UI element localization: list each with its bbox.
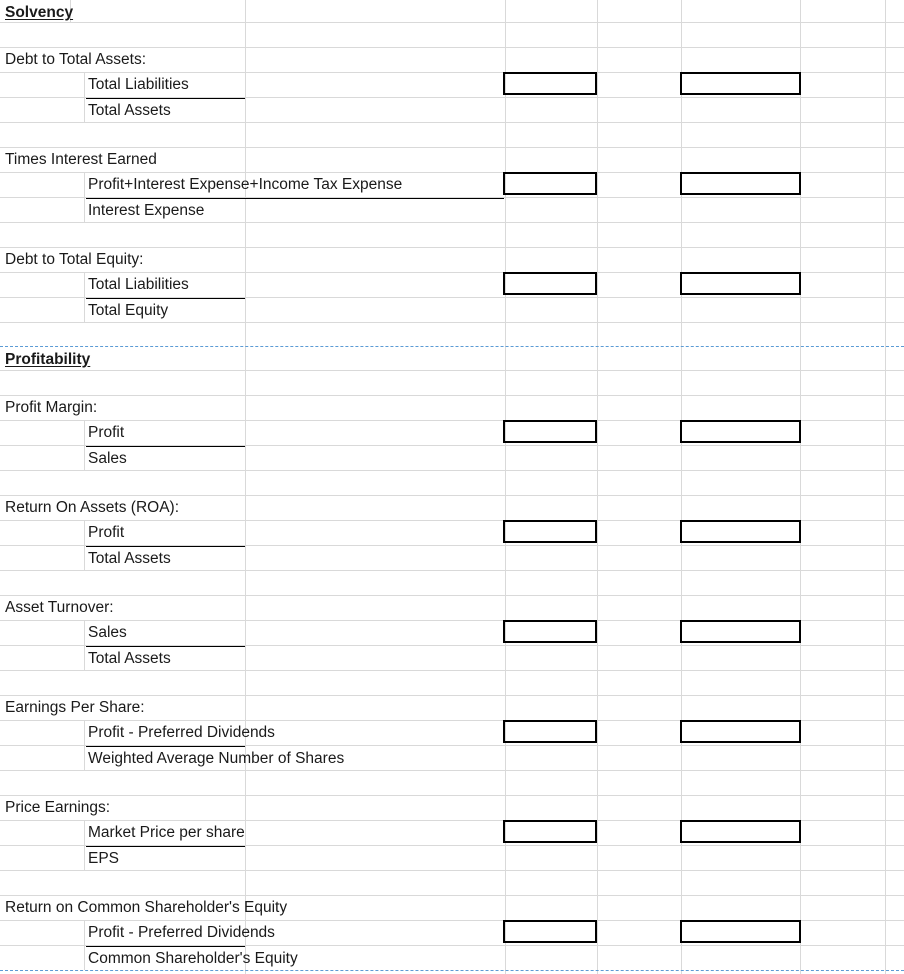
ratio-denominator: Total Assets (88, 650, 171, 667)
section-title-solvency: Solvency (5, 4, 74, 21)
gridline (0, 595, 904, 596)
gridline (84, 72, 85, 122)
ratio-denominator: Total Equity (88, 302, 169, 319)
gridline (885, 0, 886, 974)
answer-cell-year1[interactable] (503, 720, 597, 743)
ratio-numerator: Profit - Preferred Dividends (88, 924, 275, 941)
ratio-label: Asset Turnover: (5, 599, 114, 616)
ratio-label: Profit Margin: (5, 399, 98, 416)
ratio-denominator: Sales (88, 450, 127, 467)
answer-cell-year1[interactable] (503, 272, 597, 295)
ratio-numerator: Sales (88, 624, 127, 641)
answer-cell-year1[interactable] (503, 920, 597, 943)
gridline (0, 470, 904, 471)
ratio-numerator: Market Price per share (88, 824, 245, 841)
gridline (84, 620, 85, 670)
gridline (0, 870, 904, 871)
ratio-label: Debt to Total Equity: (5, 251, 144, 268)
answer-cell-year2[interactable] (680, 620, 801, 643)
gridline (84, 820, 85, 870)
ratio-numerator: Profit - Preferred Dividends (88, 724, 275, 741)
answer-cell-year2[interactable] (680, 920, 801, 943)
ratio-label: Times Interest Earned (5, 151, 157, 168)
page-break-line (0, 346, 904, 347)
gridline (245, 0, 246, 974)
gridline (84, 420, 85, 470)
answer-cell-year1[interactable] (503, 72, 597, 95)
answer-cell-year1[interactable] (503, 820, 597, 843)
answer-cell-year1[interactable] (503, 620, 597, 643)
gridline (84, 272, 85, 322)
section-title-profitability: Profitability (5, 351, 91, 368)
ratio-denominator: Common Shareholder's Equity (88, 950, 298, 967)
ratio-denominator: Interest Expense (88, 202, 205, 219)
answer-cell-year2[interactable] (680, 420, 801, 443)
gridline (597, 0, 598, 974)
ratio-numerator: Total Liabilities (88, 276, 189, 293)
answer-cell-year1[interactable] (503, 520, 597, 543)
ratio-label: Earnings Per Share: (5, 699, 145, 716)
answer-cell-year2[interactable] (680, 272, 801, 295)
gridline (0, 22, 904, 23)
ratio-denominator: Total Assets (88, 102, 171, 119)
answer-cell-year2[interactable] (680, 172, 801, 195)
ratio-numerator: Profit (88, 524, 125, 541)
ratio-numerator: Profit (88, 424, 125, 441)
ratio-label: Price Earnings: (5, 799, 111, 816)
gridline (0, 395, 904, 396)
answer-cell-year2[interactable] (680, 520, 801, 543)
gridline (0, 370, 904, 371)
gridline (84, 172, 85, 222)
ratio-label: Return on Common Shareholder's Equity (5, 899, 288, 916)
answer-cell-year2[interactable] (680, 820, 801, 843)
answer-cell-year1[interactable] (503, 420, 597, 443)
ratio-label: Return On Assets (ROA): (5, 499, 179, 516)
ratio-label: Debt to Total Assets: (5, 51, 147, 68)
ratio-denominator: Weighted Average Number of Shares (88, 750, 345, 767)
ratio-denominator: EPS (88, 850, 120, 867)
gridline (0, 795, 904, 796)
ratio-numerator: Profit+Interest Expense+Income Tax Expense (88, 176, 403, 193)
answer-cell-year2[interactable] (680, 72, 801, 95)
gridline (84, 520, 85, 570)
gridline (84, 920, 85, 970)
ratio-denominator: Total Assets (88, 550, 171, 567)
ratio-numerator: Total Liabilities (88, 76, 189, 93)
answer-cell-year2[interactable] (680, 720, 801, 743)
gridline (84, 720, 85, 770)
answer-cell-year1[interactable] (503, 172, 597, 195)
